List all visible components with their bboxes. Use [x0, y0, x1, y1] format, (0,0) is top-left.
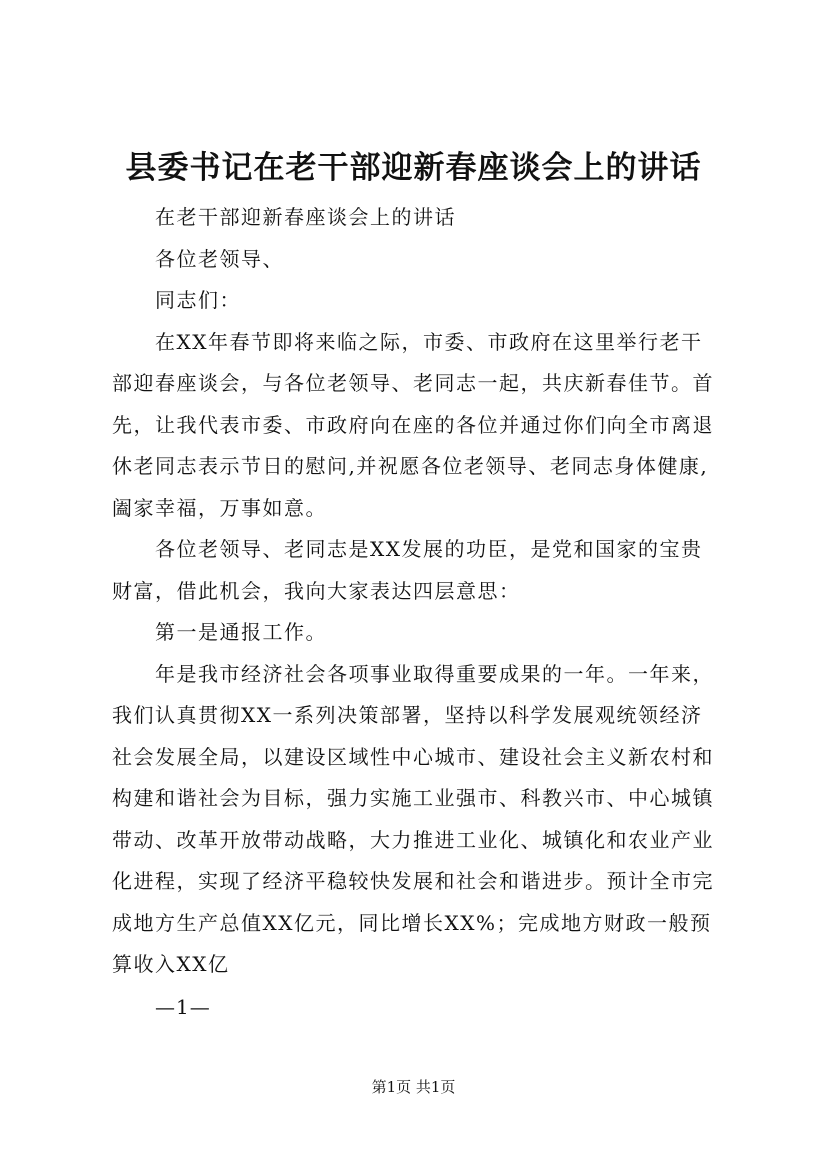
body-line: 同志们：: [155, 288, 241, 312]
body-line: 财富，借此机会，我向大家表达四层意思：: [112, 578, 521, 603]
document-body: [112, 197, 742, 986]
body-line: 部迎春座谈会，与各位老领导、老同志一起，共庆新春佳节。首: [112, 371, 714, 395]
body-line: 先，让我代表市委、市政府向在座的各位并通过你们向全市离退: [112, 412, 714, 437]
page-number-mark: —1—: [155, 995, 211, 1019]
body-line: 算收入XX亿: [112, 952, 230, 976]
body-line: 我们认真贯彻XX一系列决策部署，坚持以科学发展观统领经济: [112, 703, 703, 727]
body-line: 成地方生产总值XX亿元，同比增长XX%；完成地方财政一般预: [112, 910, 712, 935]
body-line: 在老干部迎新春座谈会上的讲话: [155, 205, 456, 229]
body-line: 各位老领导、: [155, 246, 284, 271]
body-line: 阖家幸福，万事如意。: [112, 495, 327, 520]
document-title: 县委书记在老干部迎新春座谈会上的讲话: [125, 150, 702, 186]
body-line: 化进程，实现了经济平稳较快发展和社会和谐进步。预计全市完: [112, 869, 714, 893]
body-line: 休老同志表示节日的慰问,并祝愿各位老领导、老同志身体健康,: [112, 454, 709, 478]
body-line: 社会发展全局，以建设区域性中心城市、建设社会主义新农村和: [112, 744, 714, 769]
body-line: 第一是通报工作。: [155, 620, 327, 644]
page-footer: 第1页 共1页: [371, 1078, 456, 1096]
body-line: 年是我市经济社会各项事业取得重要成果的一年。一年来，: [155, 661, 714, 686]
body-line: 各位老领导、老同志是XX发展的功臣，是党和国家的宝贵: [155, 537, 703, 561]
body-line: 带动、改革开放带动战略，大力推进工业化、城镇化和农业产业: [112, 827, 714, 852]
body-line: 构建和谐社会为目标，强力实施工业强市、科教兴市、中心城镇: [112, 786, 714, 810]
body-line: 在XX年春节即将来临之际，市委、市政府在这里举行老干: [155, 329, 703, 354]
